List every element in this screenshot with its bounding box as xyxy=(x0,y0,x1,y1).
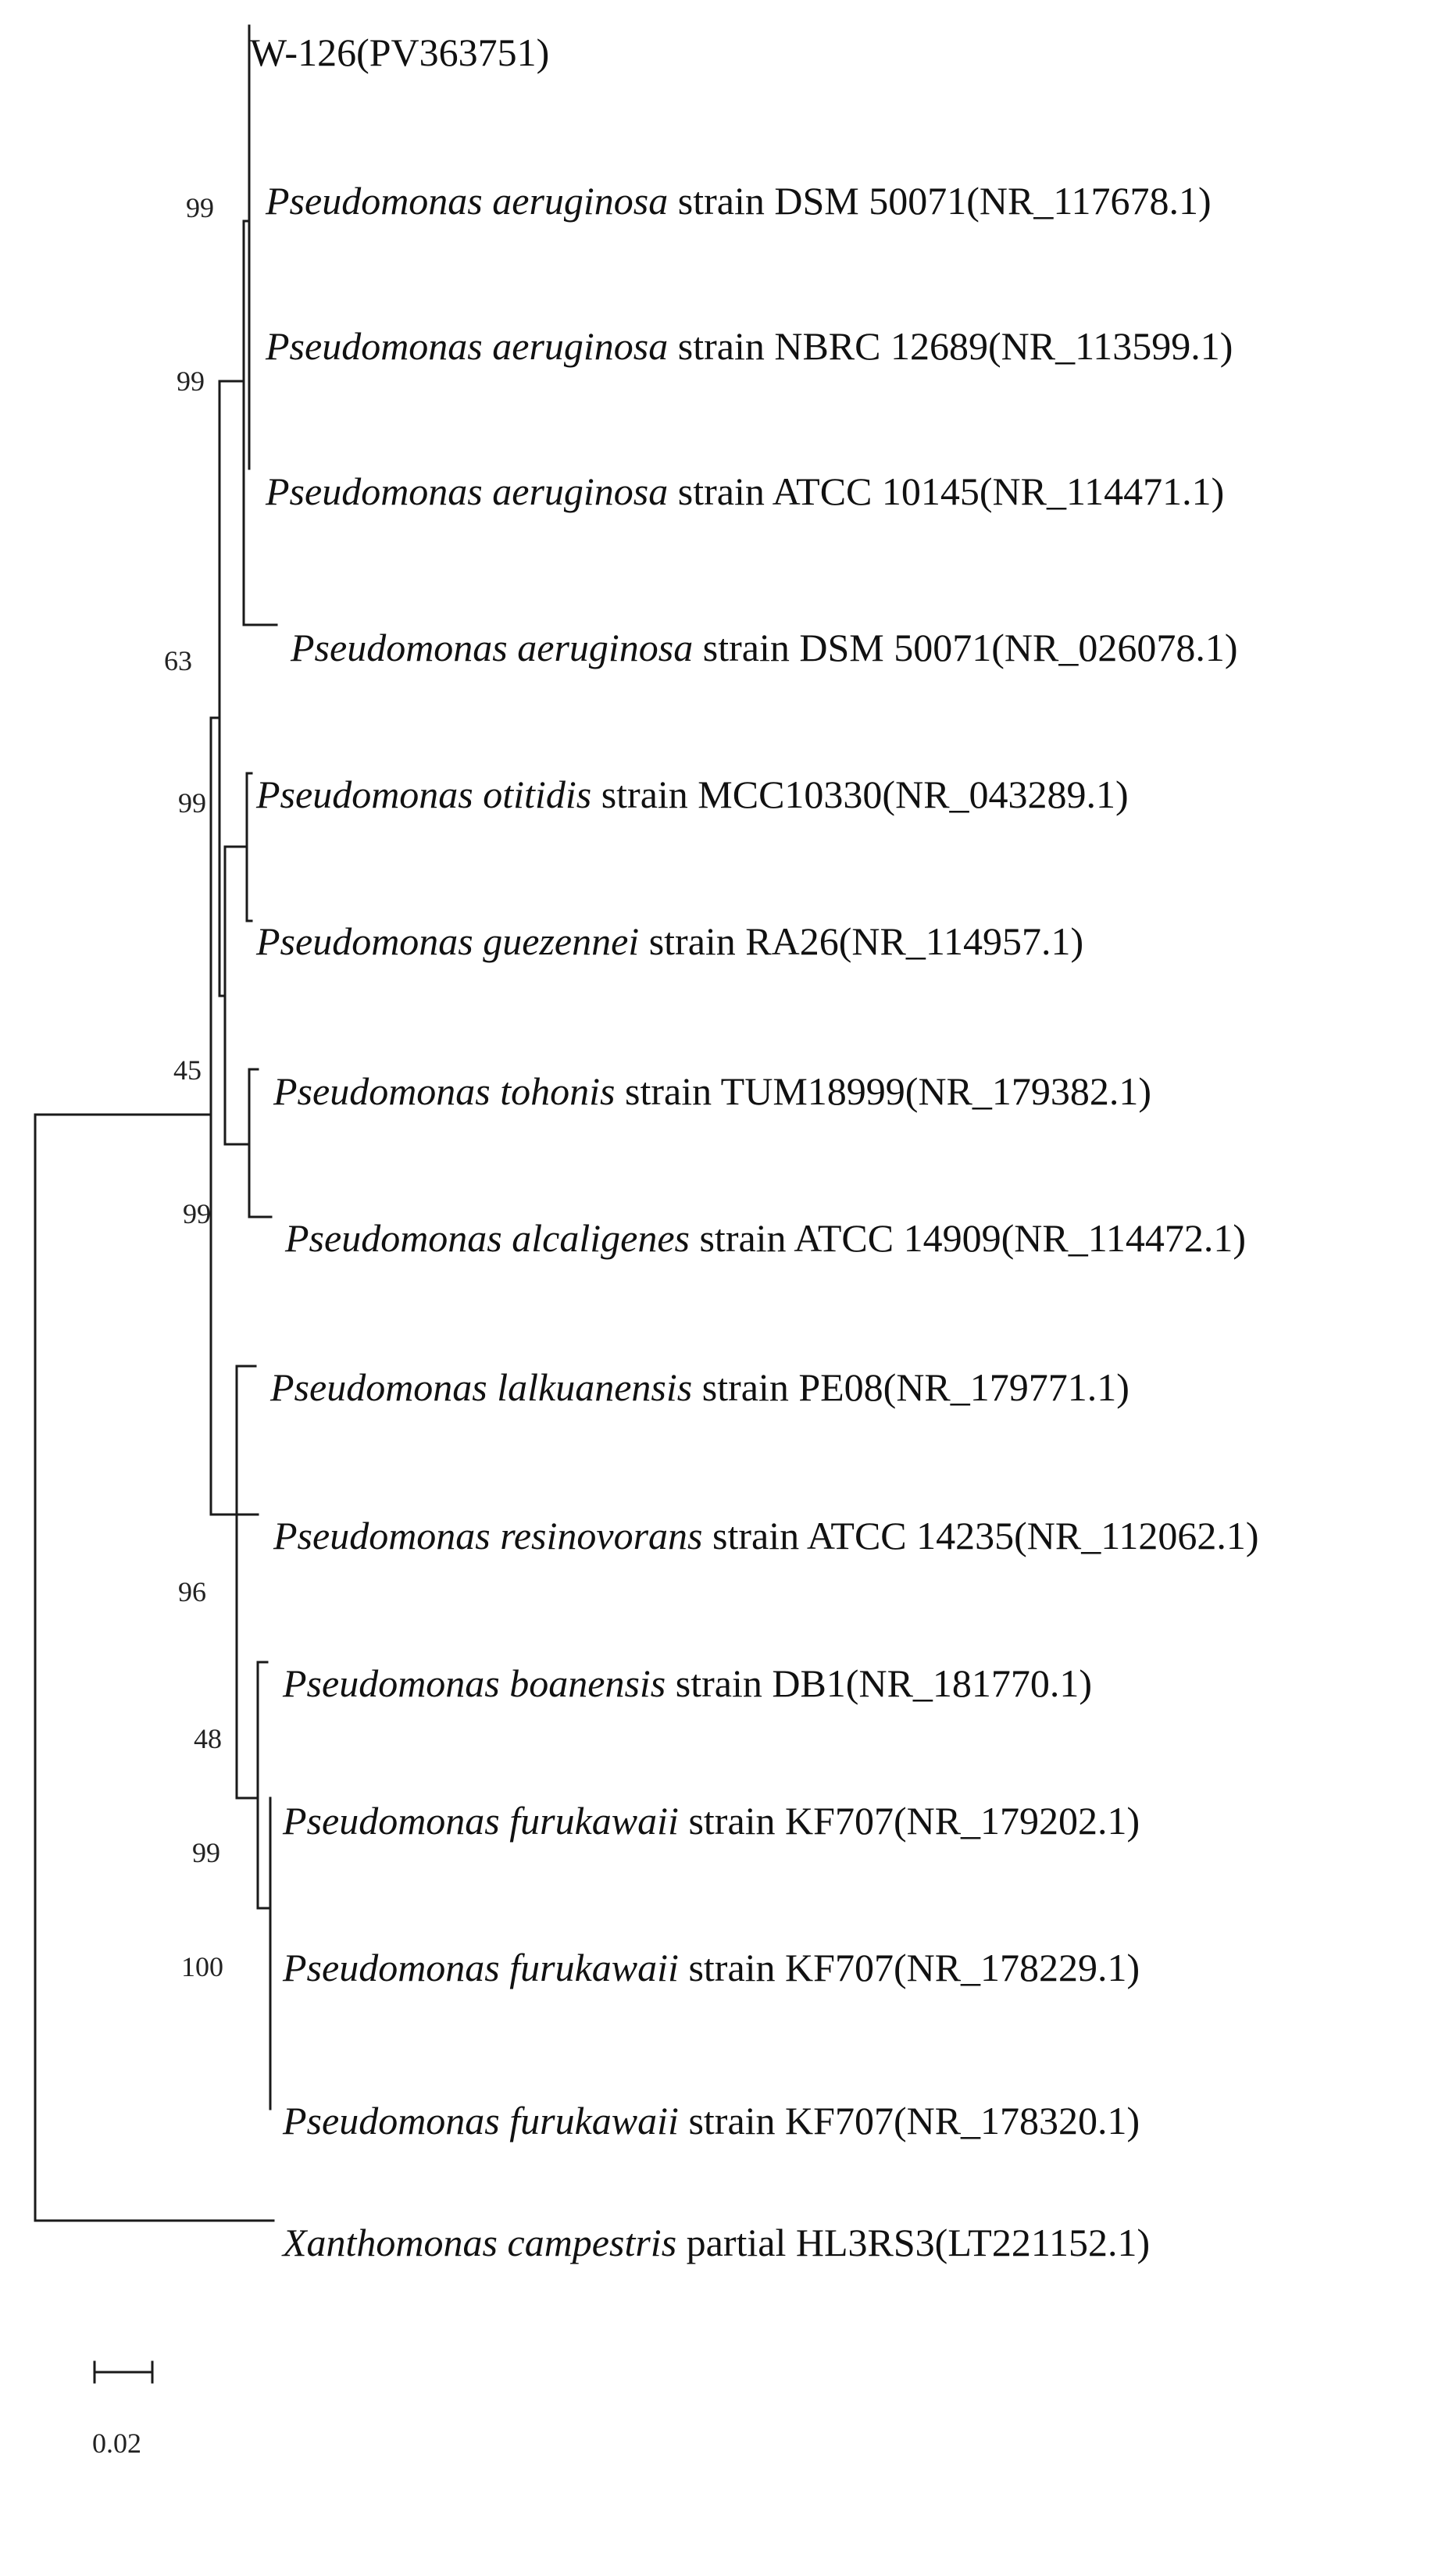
leaf-label: Pseudomonas furukawaii strain KF707(NR_179202.1) xyxy=(283,1799,1140,1843)
bootstrap-value: 99 xyxy=(192,1837,220,1868)
leaf-label: Pseudomonas aeruginosa strain DSM 50071(NR_117678.1) xyxy=(266,179,1212,223)
bootstrap-value: 48 xyxy=(194,1723,222,1754)
leaf-label: Pseudomonas furukawaii strain KF707(NR_178229.1) xyxy=(283,1946,1140,1989)
leaf-label: W-126(PV363751) xyxy=(250,30,550,74)
bootstrap-value: 99 xyxy=(183,1198,211,1229)
leaf-label: Pseudomonas aeruginosa strain NBRC 12689(NR_113599.1) xyxy=(266,324,1233,368)
leaf-label: Pseudomonas resinovorans strain ATCC 14235(NR_112062.1) xyxy=(273,1514,1259,1557)
leaf-label: Pseudomonas aeruginosa strain DSM 50071(NR_026078.1) xyxy=(291,626,1238,669)
leaf-label: Pseudomonas lalkuanensis strain PE08(NR_179771.1) xyxy=(270,1365,1129,1409)
leaf-label: Pseudomonas boanensis strain DB1(NR_181770.1) xyxy=(283,1661,1093,1705)
leaf-label: Pseudomonas tohonis strain TUM18999(NR_179382.1) xyxy=(273,1069,1152,1113)
bootstrap-value: 96 xyxy=(178,1576,206,1607)
leaf-label: Pseudomonas otitidis strain MCC10330(NR_043289.1) xyxy=(256,772,1129,816)
bootstrap-value: 99 xyxy=(186,192,214,223)
bootstrap-value: 100 xyxy=(181,1951,223,1982)
leaf-label: Pseudomonas alcaligenes strain ATCC 14909(NR_114472.1) xyxy=(285,1216,1247,1260)
bootstrap-value: 99 xyxy=(177,366,205,397)
leaf-label: Pseudomonas furukawaii strain KF707(NR_178320.1) xyxy=(283,2099,1140,2143)
scale-bar-label: 0.02 xyxy=(92,2428,141,2459)
bootstrap-value: 45 xyxy=(173,1054,202,1086)
bootstrap-value: 99 xyxy=(178,787,206,819)
leaf-label: Pseudomonas aeruginosa strain ATCC 10145(NR_114471.1) xyxy=(266,469,1225,513)
bootstrap-value: 63 xyxy=(164,645,192,676)
outgroup-label: Xanthomonas campestris partial HL3RS3(LT221152.1) xyxy=(283,2221,1151,2264)
leaf-label: Pseudomonas guezennei strain RA26(NR_114957.1) xyxy=(256,919,1084,963)
